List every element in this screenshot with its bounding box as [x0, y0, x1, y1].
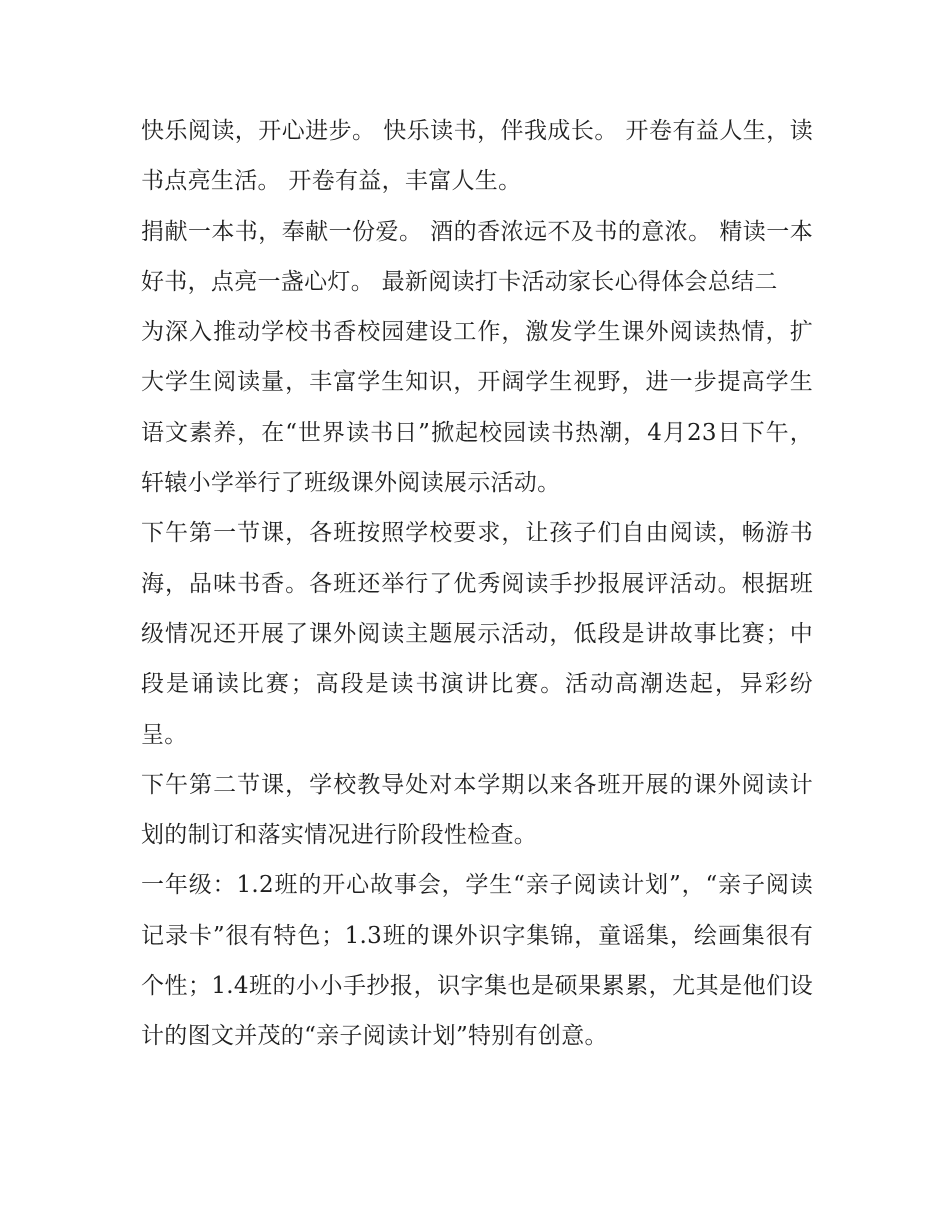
paragraph-grade-one: 一年级：1.2班的开心故事会，学生“亲子阅读计划”，“亲子阅读记录卡”很有特色；1.3班的课外识字集锦，童谣集，绘画集很有个性；1.4班的小小手抄报，识字集也是硕果累累，尤其是他们设计的图文并茂的“亲子阅读计划”特别有创意。 — [141, 872, 813, 1050]
paragraph-first-class: 下午第一节课，各班按照学校要求，让孩子们自由阅读，畅游书海，品味书香。各班还举行了优秀阅读手抄报展评活动。根据班级情况还开展了课外阅读主题展示活动，低段是讲故事比赛；中段是诵读比赛；高段是读书演讲比赛。活动高潮迭起，异彩纷呈。 — [141, 520, 813, 748]
paragraph-slogans-1: 快乐阅读，开心进步。 快乐读书，伴我成长。 开卷有益人生，读书点亮生活。 开卷有益，丰富人生。 — [141, 118, 813, 195]
paragraph-intro: 为深入推动学校书香校园建设工作，激发学生课外阅读热情，扩大学生阅读量，丰富学生知识，开阔学生视野，进一步提高学生语文素养，在“世界读书日”掀起校园读书热潮，4月23日下午，轩辕小学举行了班级课外阅读展示活动。 — [141, 319, 813, 497]
paragraph-slogans-2: 捐献一本书，奉献一份爱。 酒的香浓远不及书的意浓。 精读一本好书，点亮一盏心灯。 最新阅读打卡活动家长心得体会总结二 — [141, 218, 813, 295]
paragraph-second-class: 下午第二节课，学校教导处对本学期以来各班开展的课外阅读计划的制订和落实情况进行阶段性检查。 — [141, 771, 813, 849]
document-body — [141, 106, 813, 1062]
